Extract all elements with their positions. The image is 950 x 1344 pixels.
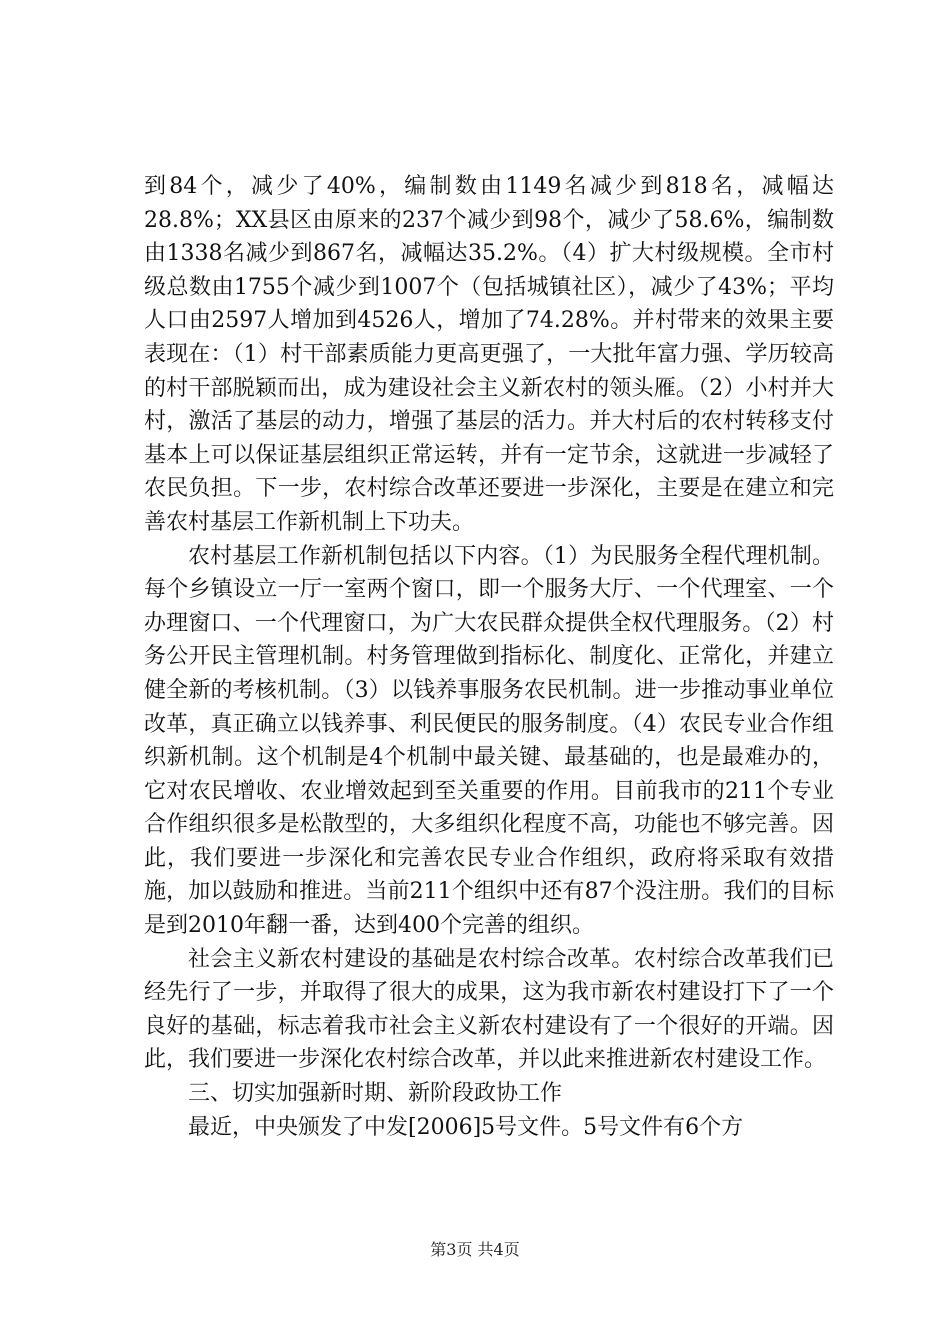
paragraph-continuation: 到84个，减少了40%，编制数由1149名减少到818名，减幅达28.8%；XX县区由原来的237个减少到98个，减少了58.6%，编制数由1338名减少到867名，减幅达35.2%。（4）扩大村级规模。全市村级总数由1755个减少到1007个（包括城镇社区），减少了43%；平均人口由2597人增加到4526人，增加了74.28%。并村带来的效果主要表现在：（1）村干部素质能力更高更强了，一大批年富力强、学历较高的村干部脱颖而出，成为建设社会主义新农村的领头雁。（2）小村并大村，激活了基层的动力，增强了基层的活力。并大村后的农村转移支付基本上可以保证基层组织正常运转，并有一定节余，这就进一步减轻了农民负担。下一步，农村综合改革还要进一步深化，主要是在建立和完善农村基层工作新机制上下功夫。 xyxy=(144,174,834,535)
paragraph-new-mechanism: 农村基层工作新机制包括以下内容。（1）为民服务全程代理机制。每个乡镇设立一厅一室两个窗口，即一个服务大厅、一个代理室、一个办理窗口、一个代理窗口，为广大农民群众提供全权代理服务。（2）村务公开民主管理机制。村务管理做到指标化、制度化、正常化，并建立健全新的考核机制。（3）以钱养事服务农民机制。进一步推动事业单位改革，真正确立以钱养事、利民便民的服务制度。（4）农民专业合作组织新机制。这个机制是4个机制中最关键、最基础的，也是最难办的，它对农民增收、农业增效起到至关重要的作用。目前我市的211个专业合作组织很多是松散型的，大多组织化程度不高，功能也不够完善。因此，我们要进一步深化和完善农民专业合作组织，政府将采取有效措施，加以鼓励和推进。当前211个组织中还有87个没注册。我们的目标是到2010年翻一番，达到400个完善的组织。 xyxy=(144,543,834,939)
paragraph-reform-foundation: 社会主义新农村建设的基础是农村综合改革。农村综合改革我们已经先行了一步，并取得了很大的成果，这为我市新农村建设打下了一个良好的基础，标志着我市社会主义新农村建设有了一个很好的开端。因此，我们要进一步深化农村综合改革，并以此来推进新农村建设工作。 xyxy=(144,946,834,1073)
paragraph-document-5: 最近，中央颁发了中发[2006]5号文件。5号文件有6个方 xyxy=(188,1114,744,1140)
document-body xyxy=(144,170,834,1144)
page-number-footer: 第3页 共4页 xyxy=(430,1240,520,1259)
section-heading: 三、切实加强新时期、新阶段政协工作 xyxy=(188,1081,563,1107)
